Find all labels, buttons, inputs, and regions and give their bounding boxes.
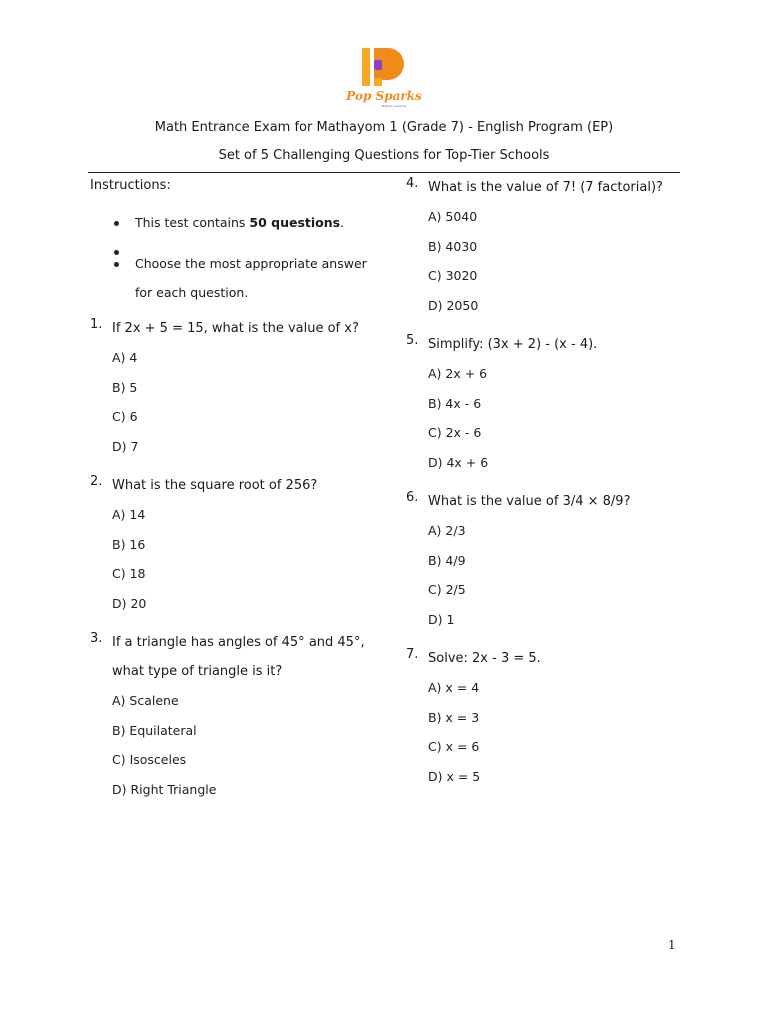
question-text: If 2x + 5 = 15, what is the value of x? bbox=[112, 321, 359, 336]
header-divider bbox=[88, 172, 680, 173]
answer-option: D) 1 bbox=[428, 611, 455, 627]
pop-sparks-logo bbox=[334, 46, 434, 108]
answer-option: B) 4/9 bbox=[428, 552, 466, 568]
answer-option: A) 5040 bbox=[428, 209, 478, 224]
instructions-list bbox=[90, 208, 390, 307]
question-item bbox=[406, 333, 706, 480]
answer-option: A) 2/3 bbox=[428, 523, 466, 538]
question-number: 4. bbox=[406, 176, 419, 191]
brand-name: Pop Sparks bbox=[346, 89, 422, 103]
answer-option: C) x = 6 bbox=[428, 739, 480, 754]
answer-option: D) 4x + 6 bbox=[428, 454, 489, 470]
question-text: Simplify: (3x + 2) - (x - 4). bbox=[428, 337, 598, 352]
question-item bbox=[90, 474, 390, 621]
answer-option: B) 5 bbox=[112, 379, 138, 395]
answer-option: D) 7 bbox=[112, 438, 139, 454]
question-text: what type of triangle is it? bbox=[112, 664, 283, 679]
exam-subtitle: Set of 5 Challenging Questions for Top-Tier Schools bbox=[218, 148, 550, 163]
right-column bbox=[406, 176, 706, 794]
question-number: 5. bbox=[406, 333, 419, 348]
answer-options bbox=[406, 362, 706, 480]
answer-options bbox=[90, 346, 390, 464]
question-item bbox=[90, 631, 390, 807]
answer-option: C) 18 bbox=[112, 566, 146, 581]
answer-option: B) Equilateral bbox=[112, 722, 197, 738]
page-number: 1 bbox=[668, 938, 676, 952]
question-text: What is the square root of 256? bbox=[112, 478, 318, 493]
instruction-item: Choose the most appropriate answer for each question. bbox=[90, 249, 390, 307]
answer-option: B) x = 3 bbox=[428, 709, 480, 725]
answer-option: A) 14 bbox=[112, 507, 146, 522]
question-text: Solve: 2x - 3 = 5. bbox=[428, 651, 541, 666]
answer-option: A) Scalene bbox=[112, 693, 179, 708]
answer-option: C) 6 bbox=[112, 409, 138, 424]
answer-option: D) x = 5 bbox=[428, 768, 481, 784]
question-text: What is the value of 3/4 × 8/9? bbox=[428, 494, 631, 509]
question-text: What is the value of 7! (7 factorial)? bbox=[428, 180, 663, 195]
instruction-item: This test contains 50 questions. bbox=[90, 208, 390, 237]
answer-options bbox=[90, 503, 390, 621]
answer-options bbox=[90, 689, 390, 807]
answer-option: B) 16 bbox=[112, 536, 146, 552]
question-item bbox=[406, 647, 706, 794]
brand-subtitle: English Learning bbox=[381, 104, 407, 108]
answer-option: C) 2/5 bbox=[428, 582, 466, 597]
answer-option: B) 4030 bbox=[428, 238, 478, 254]
question-count: 50 questions bbox=[249, 215, 341, 230]
question-item bbox=[406, 490, 706, 637]
question-item bbox=[406, 176, 706, 323]
question-list-right bbox=[406, 176, 706, 794]
answer-option: A) 4 bbox=[112, 350, 138, 365]
answer-option: A) x = 4 bbox=[428, 680, 480, 695]
question-number: 6. bbox=[406, 490, 419, 505]
answer-option: B) 4x - 6 bbox=[428, 395, 482, 411]
question-list-left bbox=[90, 317, 390, 807]
answer-options bbox=[406, 205, 706, 323]
question-number: 1. bbox=[90, 317, 103, 332]
question-number: 3. bbox=[90, 631, 103, 646]
answer-options bbox=[406, 676, 706, 794]
question-number: 2. bbox=[90, 474, 103, 489]
question-number: 7. bbox=[406, 647, 419, 662]
question-item bbox=[90, 317, 390, 464]
answer-option: C) 2x - 6 bbox=[428, 425, 482, 440]
answer-option: C) Isosceles bbox=[112, 752, 187, 767]
answer-option: D) Right Triangle bbox=[112, 781, 217, 797]
answer-option: A) 2x + 6 bbox=[428, 366, 488, 381]
question-text: If a triangle has angles of 45° and 45°, bbox=[112, 635, 365, 650]
answer-option: C) 3020 bbox=[428, 268, 478, 283]
exam-title: Math Entrance Exam for Mathayom 1 (Grade 7) - English Program (EP) bbox=[154, 120, 614, 135]
instructions-title: Instructions: bbox=[90, 178, 171, 193]
answer-options bbox=[406, 519, 706, 637]
answer-option: D) 20 bbox=[112, 595, 147, 611]
left-column bbox=[90, 176, 390, 807]
answer-option: D) 2050 bbox=[428, 297, 479, 313]
